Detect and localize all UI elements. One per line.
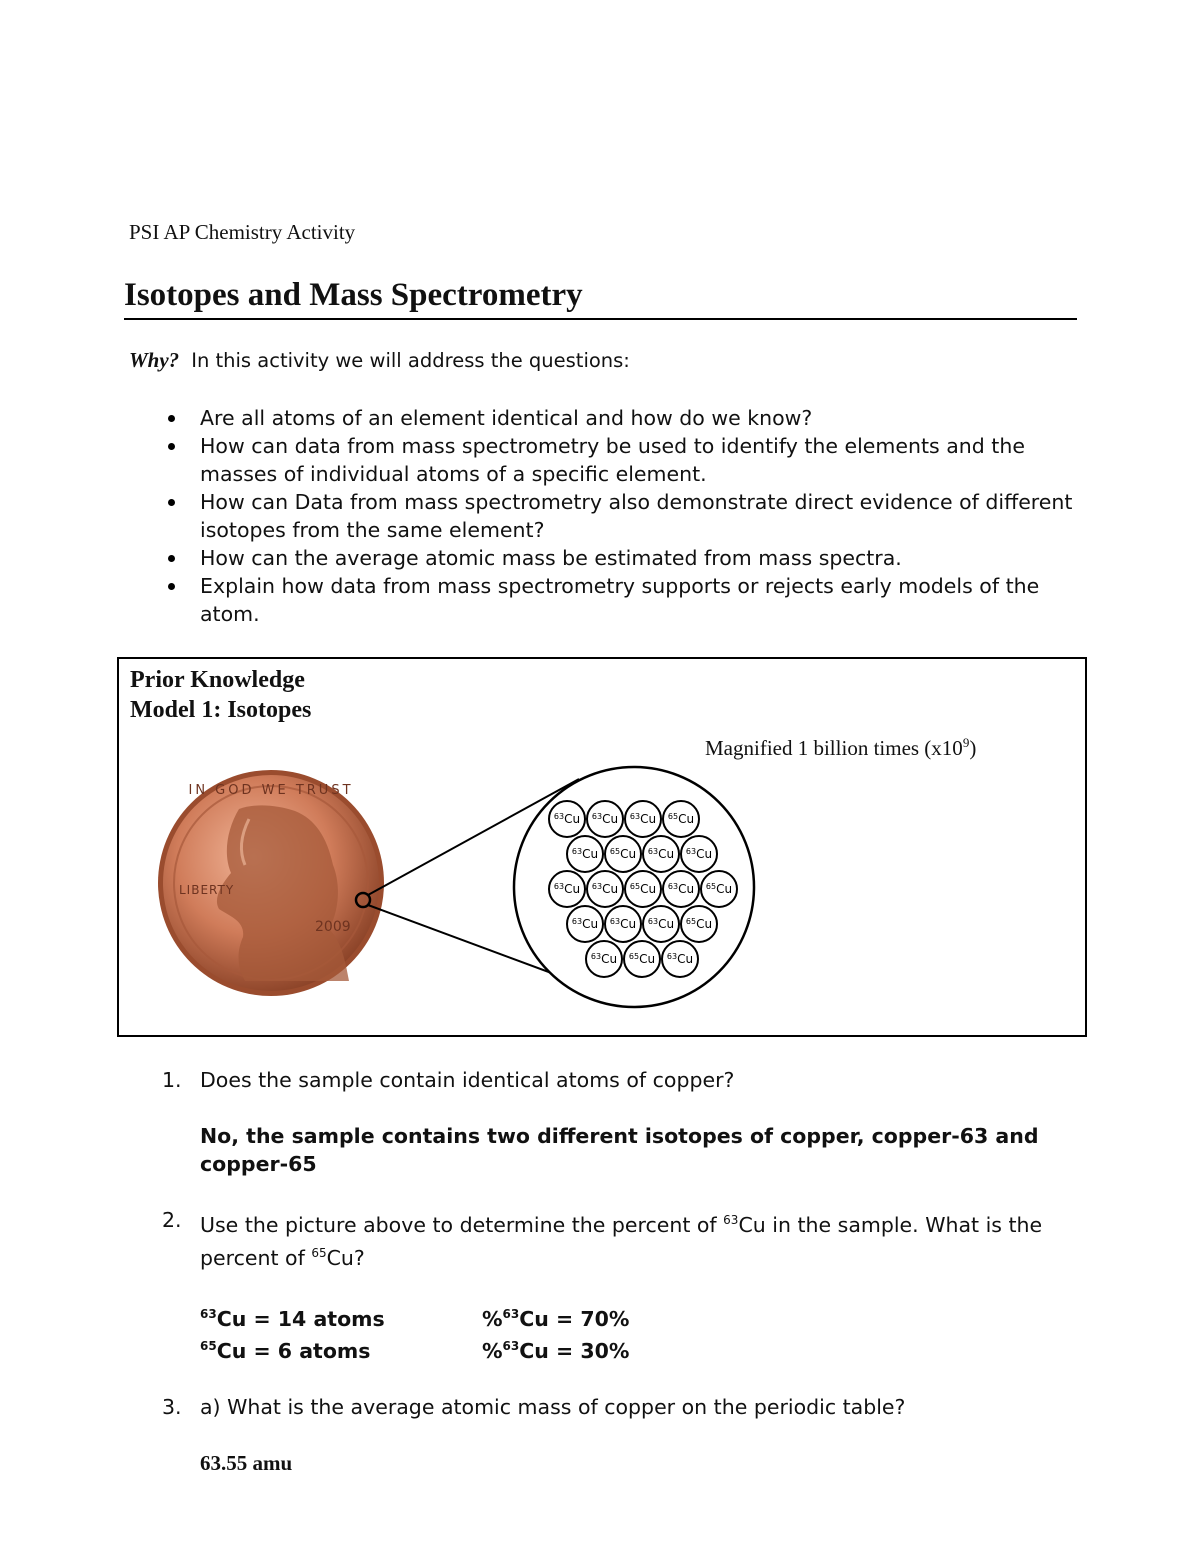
coin-liberty: LIBERTY <box>179 883 235 897</box>
atom-label: $^{63}$Cu <box>647 847 675 861</box>
question-2: 2. Use the picture above to determine the percent of $^{63}$Cu in the sample. What is the percent of $^{65}$Cu? $^{63}$Cu = 14 atoms %$^{63}$Cu = 70% $^{65}$Cu = 6 atoms %$^{63}$Cu = 30% <box>162 1206 1082 1365</box>
atom-label: $^{63}$Cu <box>609 917 637 931</box>
list-item: How can the average atomic mass be estimated from mass spectra. <box>130 544 1080 572</box>
atom-label: $^{63}$Cu <box>571 917 599 931</box>
question-3: 3. a) What is the average atomic mass of copper on the periodic table? 63.55 amu <box>162 1393 1082 1477</box>
coin-year: 2009 <box>315 919 351 935</box>
page-title: Isotopes and Mass Spectrometry <box>124 276 1077 320</box>
question-3-answer: 63.55 amu <box>200 1451 293 1476</box>
objectives-list <box>130 404 1080 628</box>
document-header: PSI AP Chemistry Activity <box>129 220 356 244</box>
prior-knowledge-heading: Prior Knowledge <box>130 667 305 693</box>
model-1-box <box>117 657 1087 1037</box>
magnification-label: Magnified 1 billion times $(x10^9)$ <box>705 735 977 760</box>
question-2-answer-row: $^{63}$Cu = 14 atoms %$^{63}$Cu = 70% <box>200 1306 630 1331</box>
atom-label: $^{63}$Cu <box>553 812 581 826</box>
atom-label: $^{63}$Cu <box>590 952 618 966</box>
atom-label: $^{65}$Cu <box>705 882 733 896</box>
question-2-text: Use the picture above to determine the percent of $^{63}$Cu in the sample. What is the percent of $^{65}$Cu? <box>200 1212 1043 1270</box>
question-3-text: a) What is the average atomic mass of copper on the periodic table? <box>200 1395 906 1420</box>
atom-label: $^{63}$Cu <box>647 917 675 931</box>
atom-label: $^{65}$Cu <box>685 917 713 931</box>
atom-label: $^{63}$Cu <box>666 952 694 966</box>
list-item: How can Data from mass spectrometry also demonstrate direct evidence of different isotopes from the same element? <box>130 488 1080 544</box>
list-item: Explain how data from mass spectrometry supports or rejects early models of the atom. <box>130 572 1080 628</box>
why-text: In this activity we will address the questions: <box>191 349 630 372</box>
question-1-answer: No, the sample contains two different isotopes of copper, copper-63 and copper-65 <box>200 1124 1039 1176</box>
list-item: How can data from mass spectrometry be used to identify the elements and the masses of individual atoms of a specific element. <box>130 432 1080 488</box>
question-2-answer-row: $^{65}$Cu = 6 atoms %$^{63}$Cu = 30% <box>200 1339 630 1364</box>
question-1-text: Does the sample contain identical atoms of copper? <box>200 1068 735 1092</box>
atom-label: $^{65}$Cu <box>609 847 637 861</box>
penny-image <box>158 770 384 996</box>
atom-label: $^{65}$Cu <box>628 952 656 966</box>
atom-label: $^{63}$Cu <box>591 812 619 826</box>
atom-label: $^{65}$Cu <box>629 882 657 896</box>
atom-label: $^{63}$Cu <box>571 847 599 861</box>
isotope-diagram <box>119 659 1085 1035</box>
coin-motto: IN GOD WE TRUST <box>188 783 354 798</box>
list-item: Are all atoms of an element identical and how do we know? <box>130 404 1080 432</box>
model-1-heading: Model 1: Isotopes <box>130 697 312 723</box>
why-line <box>129 348 630 373</box>
atom-label: $^{63}$Cu <box>591 882 619 896</box>
why-label: Why? <box>129 348 180 372</box>
atom-label: $^{63}$Cu <box>629 812 657 826</box>
atom-label: $^{63}$Cu <box>667 882 695 896</box>
atom-label: $^{65}$Cu <box>667 812 695 826</box>
question-list <box>162 1066 1082 1477</box>
atom-label: $^{63}$Cu <box>553 882 581 896</box>
question-1: 1. Does the sample contain identical atoms of copper? No, the sample contains two different isotopes of copper, copper-63 and copper-65 <box>162 1066 1082 1178</box>
atom-label: $^{63}$Cu <box>685 847 713 861</box>
